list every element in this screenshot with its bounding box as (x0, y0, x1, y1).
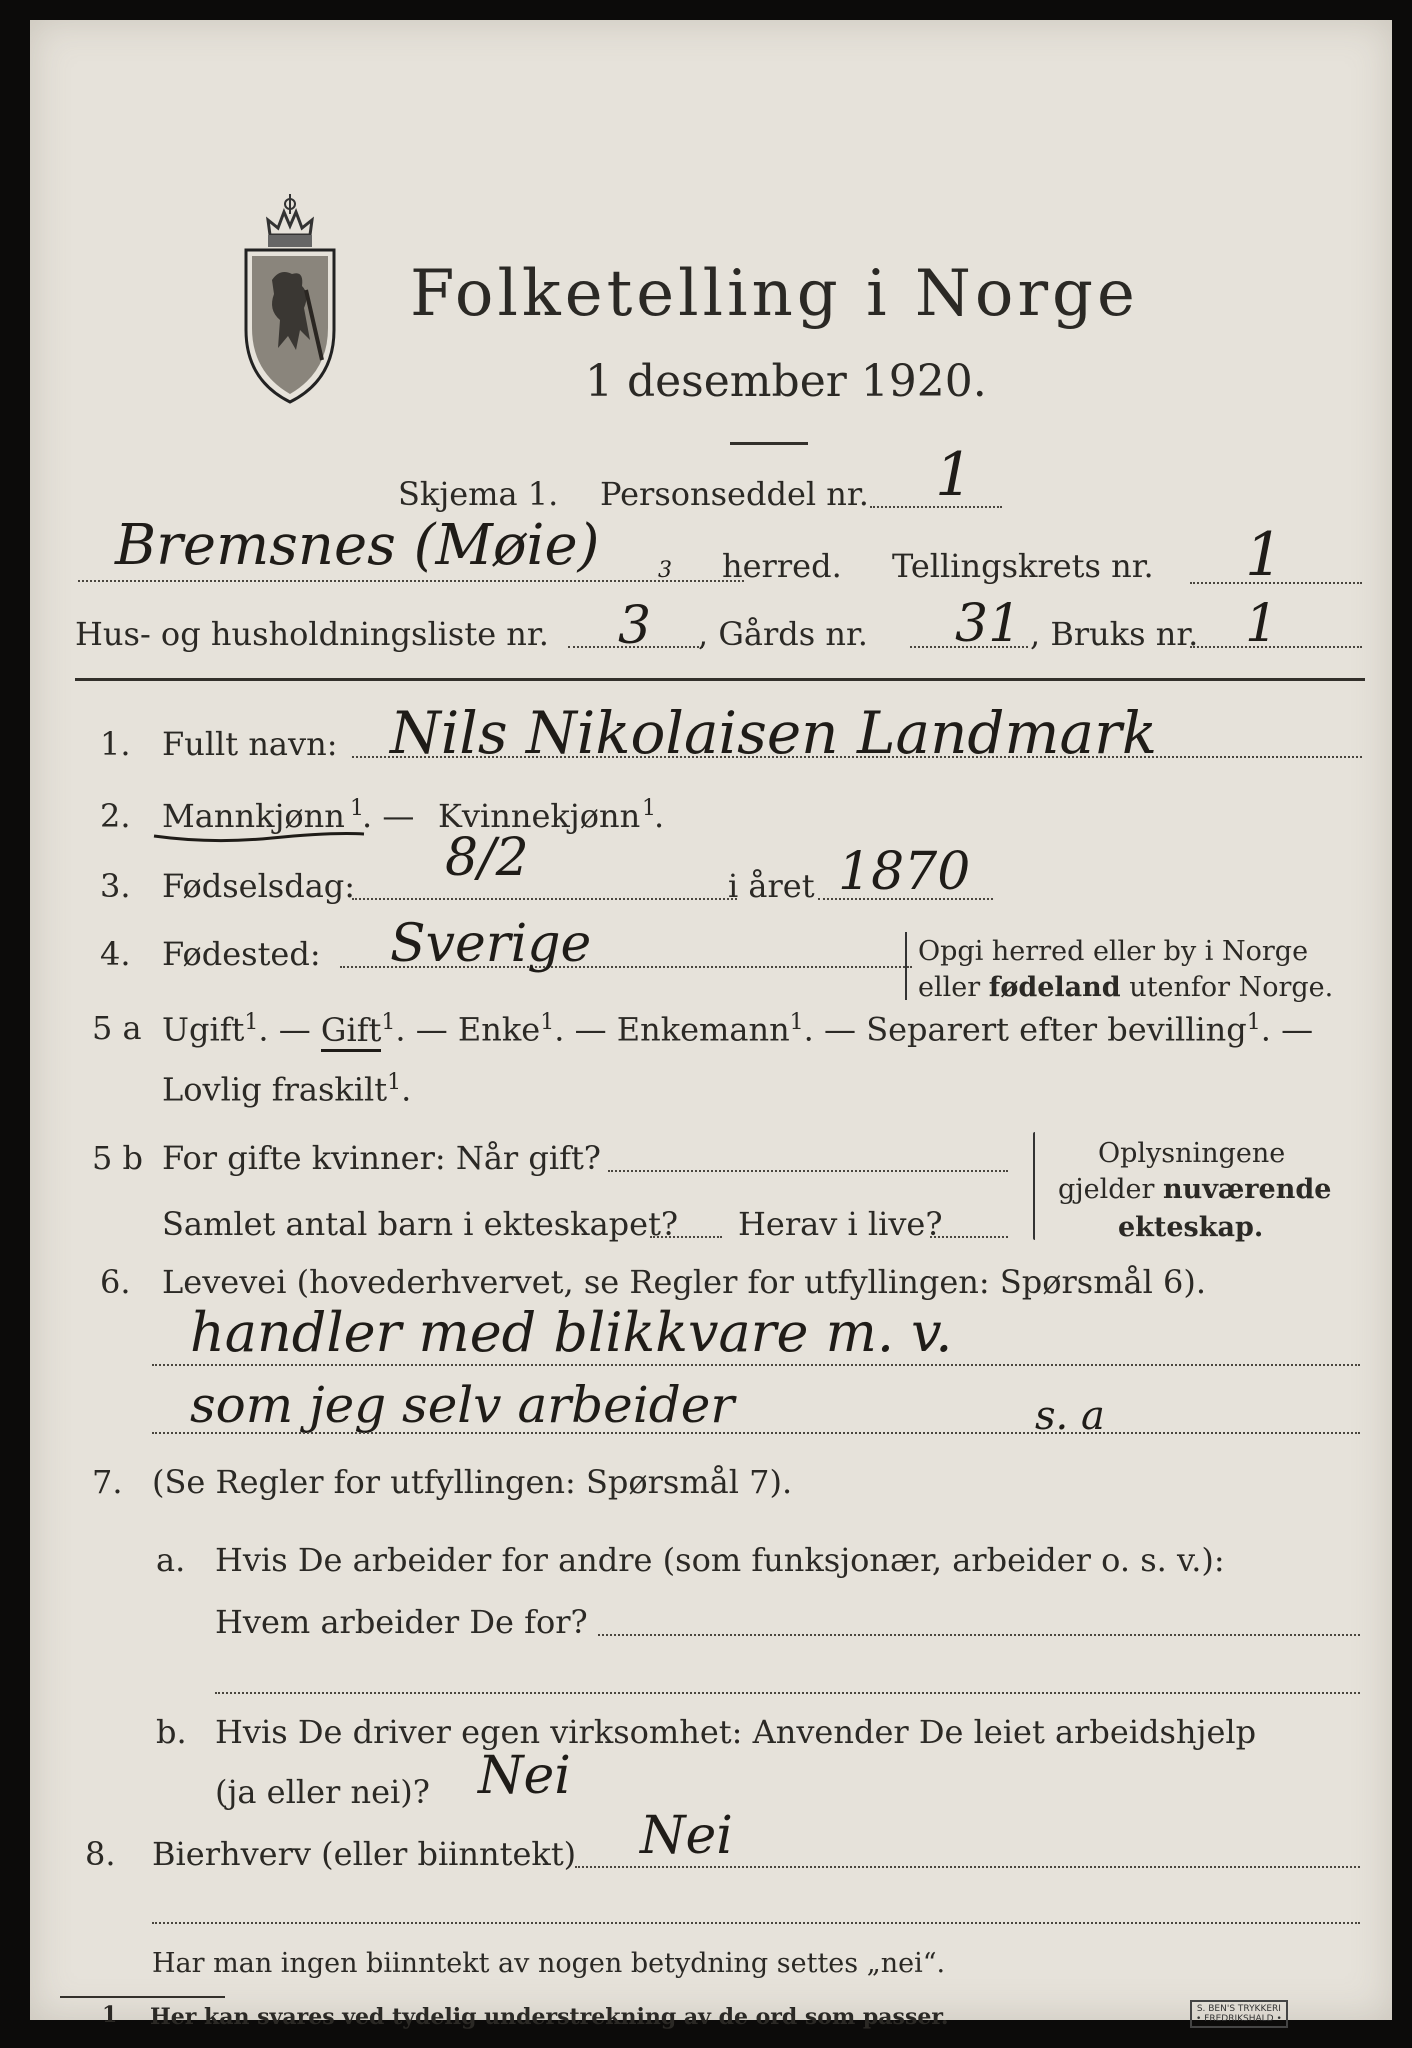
q7a-label: Hvis De arbeider for andre (som funksjonær, arbeider o. s. v.): (215, 1541, 1225, 1579)
herred-value: Bremsnes (Møie) (115, 513, 600, 578)
q5a-line2: Lovlig fraskilt$^1$. (162, 1070, 412, 1109)
q2-sep: . — (362, 797, 415, 835)
q7b-label-2: (ja eller nei)? (215, 1773, 430, 1811)
q5b-number: 5 b (92, 1139, 144, 1177)
q6-line-2 (152, 1432, 1360, 1434)
q7a-line-2 (215, 1692, 1360, 1694)
q1-number: 1. (100, 725, 131, 763)
q7a-number: a. (156, 1541, 186, 1579)
herred-label: herred. (722, 547, 842, 585)
q6-line-1 (152, 1364, 1360, 1366)
q7b-number: b. (156, 1713, 187, 1751)
q4-brace (905, 932, 907, 1000)
q3-day-value: 8/2 (445, 828, 529, 888)
q6-answer-2-extra: s. a (1035, 1393, 1105, 1439)
q5b-note-2: gjelder nuværende (1058, 1174, 1332, 1205)
q5a-number: 5 a (92, 1009, 142, 1047)
q7b-value: Nei (478, 1746, 571, 1806)
q8-line-1 (575, 1866, 1360, 1868)
q1-value: Nils Nikolaisen Landmark (390, 699, 1157, 767)
q6-answer-2: som jeg selv arbeider (190, 1376, 735, 1434)
q2-female-sup: 1 (642, 796, 656, 821)
q7b-label: Hvis De driver egen virksomhet: Anvender De leiet arbeidshjelp (215, 1713, 1257, 1751)
bruks-label: , Bruks nr. (1030, 615, 1199, 653)
q5b-label-2: Samlet antal barn i ekteskapet? (162, 1205, 679, 1243)
q3-year-label: i året (728, 867, 815, 905)
q3-day-line (352, 898, 737, 900)
q7-label: (Se Regler for utfyllingen: Spørsmål 7). (152, 1463, 793, 1501)
q3-year-value: 1870 (838, 842, 971, 902)
q4-number: 4. (100, 935, 131, 973)
q2-male: Mannkjønn (162, 797, 345, 835)
q5b-note-3: ekteskap. (1118, 1212, 1264, 1243)
q5b-label-3: Herav i live? (738, 1205, 943, 1243)
q4-value: Sverige (390, 914, 592, 974)
title-divider (730, 442, 808, 445)
skjema-label: Skjema 1. (398, 475, 559, 513)
herred-line (78, 580, 744, 582)
q2-male-underline (152, 830, 367, 846)
q2-end: . (654, 797, 665, 835)
gards-value: 31 (955, 594, 1022, 654)
norway-coat-of-arms-icon (240, 190, 340, 410)
q1-label: Fullt navn: (162, 725, 338, 763)
census-form (30, 20, 1392, 2030)
q5a-gift-selected: Gift (321, 1011, 382, 1052)
q4-note-2: eller fødeland utenfor Norge. (918, 972, 1334, 1003)
q6-number: 6. (100, 1263, 131, 1301)
gards-label: , Gårds nr. (698, 615, 868, 653)
q2-number: 2. (100, 797, 131, 835)
q8-number: 8. (85, 1835, 116, 1873)
q7a-label-2: Hvem arbeider De for? (215, 1603, 588, 1641)
tellingskrets-value: 1 (1245, 520, 1284, 590)
q5b-line-1 (608, 1170, 1008, 1172)
q5a-line1: Ugift$^1$. — Gift$^1$. — Enke$^1$. — Enkemann$^1$. — Separert efter bevilling$^1$. — (162, 1012, 1313, 1046)
q4-note-1: Opgi herred eller by i Norge (918, 936, 1309, 967)
census-date: 1 desember 1920. (585, 356, 987, 407)
q8-value: Nei (640, 1806, 733, 1866)
q7a-line-1 (598, 1634, 1360, 1636)
q3-label: Fødselsdag: (162, 867, 356, 905)
personseddel-value: 1 (935, 440, 974, 510)
tellingskrets-label: Tellingskrets nr. (892, 547, 1154, 585)
q8-line-2 (152, 1922, 1360, 1924)
bruks-value: 1 (1245, 594, 1279, 654)
q3-number: 3. (100, 867, 131, 905)
header-rule (75, 678, 1365, 681)
q5b-label-1: For gifte kvinner: Når gift? (162, 1139, 601, 1177)
q2-female: Kvinnekjønn (438, 797, 641, 835)
herred-note: 3 (658, 558, 672, 583)
footnote-text: Her kan svares ved tydelig understrekning av de ord som passer. (150, 2004, 949, 2030)
footer-note: Har man ingen biinntekt av nogen betydning settes „nei“. (152, 1948, 946, 1979)
printer-stamp: S. BEN'S TRYKKERI • FREDRIKSHALD • (1190, 2000, 1288, 2028)
footnote-rule (60, 1996, 225, 1998)
q5b-line-3 (930, 1236, 1008, 1238)
personseddel-label: Personseddel nr. (600, 475, 869, 513)
footnote-mark: 1 (102, 2002, 118, 2028)
q2-male-sup: 1 (350, 796, 364, 821)
q8-label: Bierhverv (eller biinntekt) (152, 1835, 577, 1873)
q7-number: 7. (92, 1463, 123, 1501)
q6-label: Levevei (hovederhvervet, se Regler for utfyllingen: Spørsmål 6). (162, 1263, 1207, 1301)
hus-label: Hus- og husholdningsliste nr. (75, 615, 549, 653)
q5b-brace (1033, 1132, 1035, 1240)
q6-answer-1: handler med blikkvare m. v. (190, 1301, 953, 1364)
q4-label: Fødested: (162, 935, 321, 973)
q5b-line-2 (650, 1236, 722, 1238)
hus-value: 3 (618, 596, 652, 656)
q5b-note-1: Oplysningene (1098, 1138, 1286, 1169)
form-title: Folketelling i Norge (410, 257, 1139, 331)
